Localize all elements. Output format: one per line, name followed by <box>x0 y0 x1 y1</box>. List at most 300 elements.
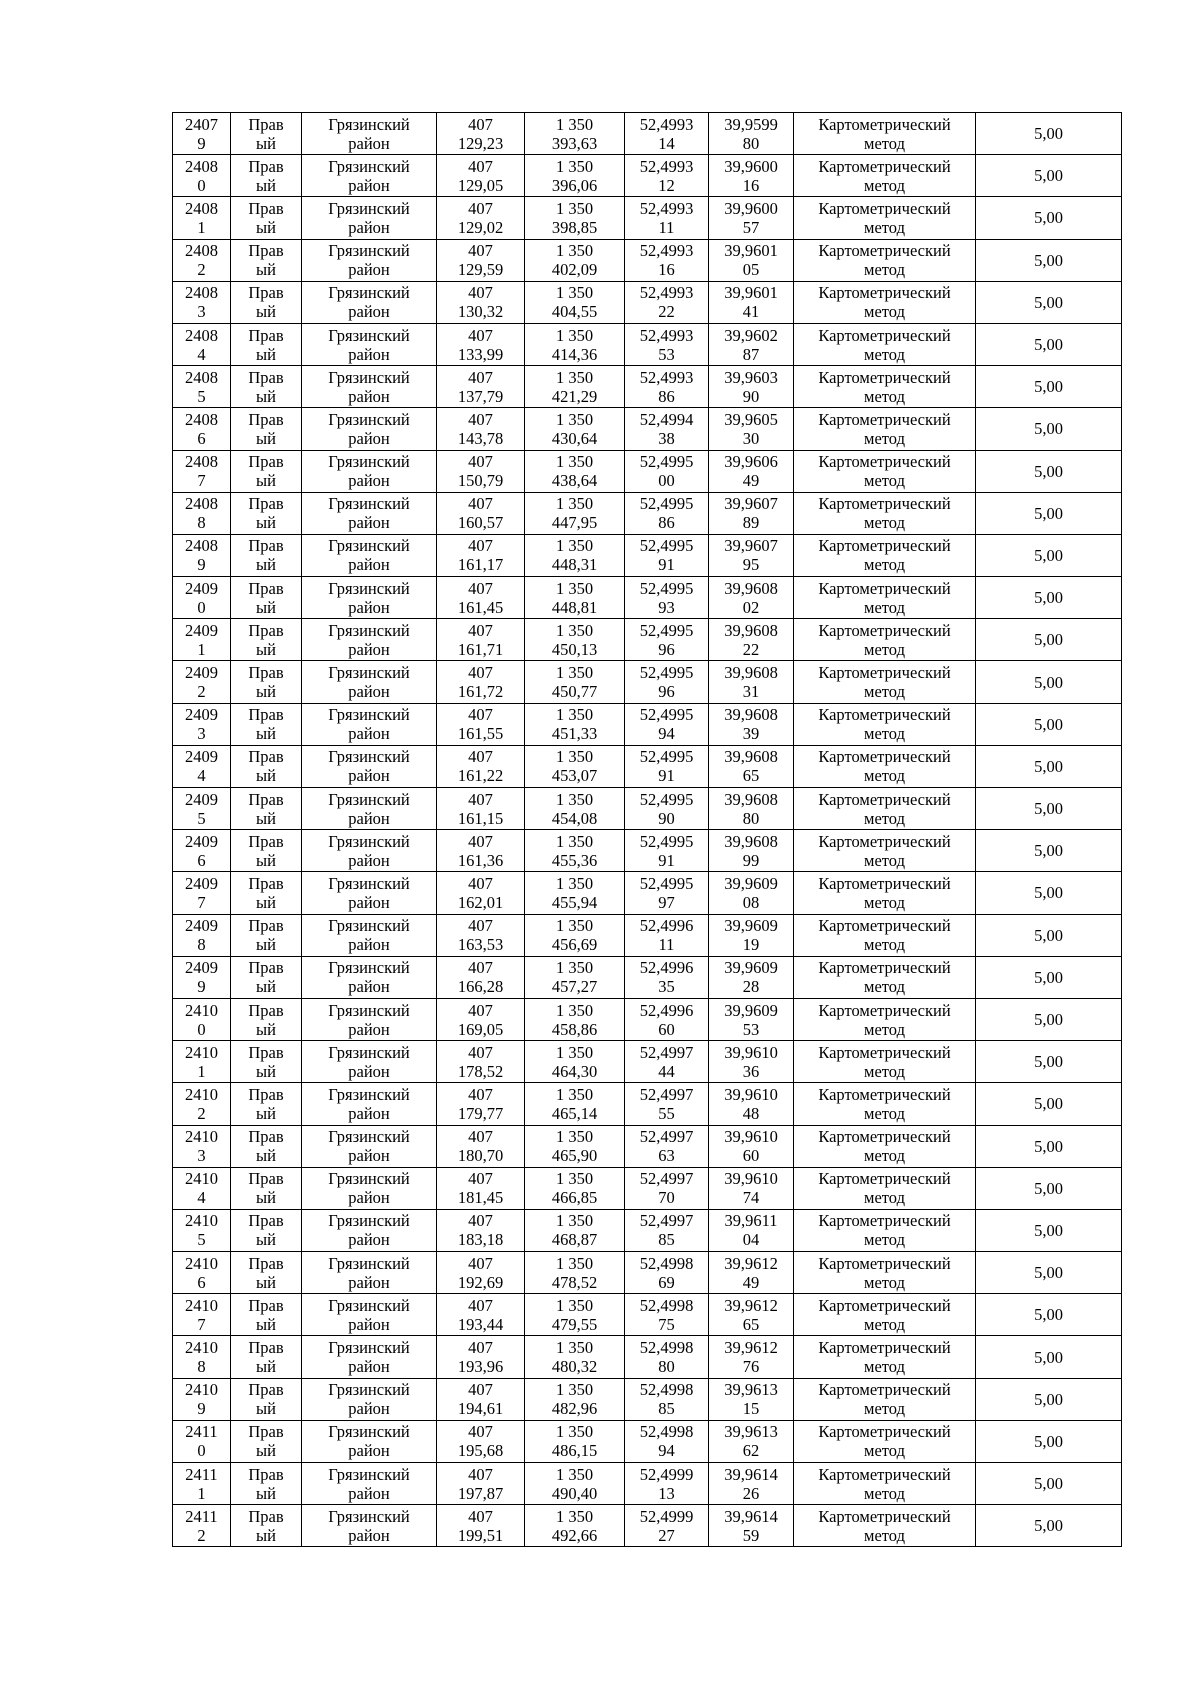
table-row <box>173 492 1122 534</box>
point-number-cell-line-2: 7 <box>197 471 206 491</box>
bank-side-cell <box>231 872 302 914</box>
district-cell <box>302 155 437 197</box>
x-coordinate-cell <box>437 703 525 745</box>
district-cell-line-2: район <box>348 892 390 912</box>
point-number-cell-line-2: 3 <box>197 724 206 744</box>
y-coordinate-cell <box>525 197 625 239</box>
longitude-cell-line-2: 36 <box>742 1061 760 1081</box>
point-number-cell-line-1: 2410 <box>185 1338 218 1358</box>
y-coordinate-cell-line-1: 1 350 <box>555 705 594 725</box>
point-number-cell <box>173 534 231 576</box>
latitude-cell-line-1: 52,4997 <box>639 1042 694 1062</box>
point-number-cell <box>173 239 231 281</box>
longitude-cell <box>709 703 794 745</box>
district-cell-line-1: Грязинский <box>328 241 410 261</box>
method-cell-line-2: метод <box>864 1188 905 1208</box>
latitude-cell-line-1: 52,4997 <box>639 1169 694 1189</box>
district-cell <box>302 281 437 323</box>
district-cell-line-2: район <box>348 260 390 280</box>
y-coordinate-cell-line-1: 1 350 <box>555 1169 594 1189</box>
y-coordinate-cell-line-2: 430,64 <box>551 428 598 448</box>
method-cell-line-2: метод <box>864 850 905 870</box>
y-coordinate-cell <box>525 1252 625 1294</box>
x-coordinate-cell-line-2: 129,05 <box>457 175 504 195</box>
x-coordinate-cell-line-1: 407 <box>468 1042 493 1062</box>
x-coordinate-cell-line-1: 407 <box>468 1295 493 1315</box>
method-cell-line-1: Картометрический <box>818 536 951 556</box>
latitude-cell-line-1: 52,4998 <box>639 1338 694 1358</box>
district-cell-line-2: район <box>348 428 390 448</box>
bank-side-cell <box>231 366 302 408</box>
district-cell <box>302 113 437 155</box>
latitude-cell-line-2: 55 <box>658 1103 675 1123</box>
district-cell <box>302 1125 437 1167</box>
x-coordinate-cell <box>437 281 525 323</box>
x-coordinate-cell-line-1: 407 <box>468 1127 493 1147</box>
y-coordinate-cell-line-2: 464,30 <box>551 1061 598 1081</box>
accuracy-cell: 5,00 <box>976 998 1122 1040</box>
method-cell <box>794 998 976 1040</box>
x-coordinate-cell-line-1: 407 <box>468 789 493 809</box>
district-cell <box>302 408 437 450</box>
point-number-cell <box>173 155 231 197</box>
point-number-cell <box>173 1294 231 1336</box>
y-coordinate-cell-line-1: 1 350 <box>555 1042 594 1062</box>
x-coordinate-cell <box>437 1252 525 1294</box>
bank-side-cell-line-2: ый <box>256 977 276 997</box>
method-cell <box>794 1041 976 1083</box>
longitude-cell-line-2: 95 <box>742 555 760 575</box>
longitude-cell-line-2: 87 <box>742 344 760 364</box>
x-coordinate-cell-line-2: 161,36 <box>457 850 504 870</box>
district-cell-line-1: Грязинский <box>328 1000 410 1020</box>
y-coordinate-cell-line-1: 1 350 <box>555 789 594 809</box>
longitude-cell-line-2: 60 <box>742 1146 760 1166</box>
district-cell-line-1: Грязинский <box>328 283 410 303</box>
district-cell-line-1: Грязинский <box>328 367 410 387</box>
x-coordinate-cell <box>437 113 525 155</box>
x-coordinate-cell-line-2: 161,71 <box>457 639 504 659</box>
district-cell-line-2: район <box>348 555 390 575</box>
district-cell-line-2: район <box>348 175 390 195</box>
district-cell-line-1: Грязинский <box>328 1338 410 1358</box>
latitude-cell-line-2: 85 <box>658 1399 675 1419</box>
y-coordinate-cell-line-1: 1 350 <box>555 325 594 345</box>
bank-side-cell-line-1: Прав <box>248 958 284 978</box>
y-coordinate-cell <box>525 1209 625 1251</box>
longitude-cell-line-2: 39 <box>742 724 760 744</box>
bank-side-cell-line-1: Прав <box>248 1084 284 1104</box>
bank-side-cell-line-2: ый <box>256 1399 276 1419</box>
bank-side-cell <box>231 408 302 450</box>
latitude-cell-line-1: 52,4998 <box>639 1422 694 1442</box>
latitude-cell-line-1: 52,4995 <box>639 831 694 851</box>
x-coordinate-cell-line-1: 407 <box>468 1422 493 1442</box>
latitude-cell <box>625 1336 709 1378</box>
point-number-cell-line-1: 2410 <box>185 1042 218 1062</box>
point-number-cell-line-1: 2410 <box>185 1084 218 1104</box>
method-cell-line-2: метод <box>864 428 905 448</box>
y-coordinate-cell-line-1: 1 350 <box>555 578 594 598</box>
x-coordinate-cell-line-1: 407 <box>468 114 493 134</box>
bank-side-cell-line-1: Прав <box>248 705 284 725</box>
y-coordinate-cell <box>525 1420 625 1462</box>
bank-side-cell-line-2: ый <box>256 1230 276 1250</box>
x-coordinate-cell-line-2: 143,78 <box>457 428 504 448</box>
longitude-cell-line-1: 39,9608 <box>724 663 778 683</box>
x-coordinate-cell <box>437 1420 525 1462</box>
bank-side-cell-line-1: Прав <box>248 1464 284 1484</box>
latitude-cell-line-2: 93 <box>658 597 675 617</box>
method-cell-line-1: Картометрический <box>818 1253 951 1273</box>
longitude-cell-line-1: 39,9601 <box>724 283 778 303</box>
point-number-cell-line-1: 2409 <box>185 789 218 809</box>
x-coordinate-cell-line-2: 193,96 <box>457 1357 504 1377</box>
y-coordinate-cell <box>525 1167 625 1209</box>
latitude-cell-line-2: 91 <box>658 850 675 870</box>
y-coordinate-cell-line-1: 1 350 <box>555 620 594 640</box>
point-number-cell-line-1: 2410 <box>185 1000 218 1020</box>
district-cell-line-2: район <box>348 724 390 744</box>
x-coordinate-cell <box>437 661 525 703</box>
bank-side-cell <box>231 788 302 830</box>
district-cell-line-2: район <box>348 682 390 702</box>
table-row <box>173 366 1122 408</box>
method-cell <box>794 1463 976 1505</box>
x-coordinate-cell-line-2: 163,53 <box>457 935 504 955</box>
bank-side-cell <box>231 239 302 281</box>
bank-side-cell-line-2: ый <box>256 850 276 870</box>
table-row <box>173 1041 1122 1083</box>
latitude-cell-line-1: 52,4996 <box>639 916 694 936</box>
accuracy-cell: 5,00 <box>976 830 1122 872</box>
district-cell <box>302 872 437 914</box>
method-cell-line-2: метод <box>864 977 905 997</box>
bank-side-cell <box>231 492 302 534</box>
latitude-cell <box>625 366 709 408</box>
method-cell-line-1: Картометрический <box>818 1042 951 1062</box>
latitude-cell-line-2: 53 <box>658 344 675 364</box>
district-cell-line-1: Грязинский <box>328 1506 410 1526</box>
bank-side-cell <box>231 323 302 365</box>
method-cell-line-2: метод <box>864 1483 905 1503</box>
y-coordinate-cell <box>525 239 625 281</box>
y-coordinate-cell <box>525 745 625 787</box>
latitude-cell-line-1: 52,4995 <box>639 452 694 472</box>
latitude-cell <box>625 1083 709 1125</box>
method-cell <box>794 830 976 872</box>
y-coordinate-cell-line-2: 438,64 <box>551 471 598 491</box>
x-coordinate-cell-line-1: 407 <box>468 283 493 303</box>
longitude-cell-line-1: 39,9609 <box>724 873 778 893</box>
longitude-cell <box>709 619 794 661</box>
district-cell-line-2: район <box>348 935 390 955</box>
point-number-cell-line-2: 7 <box>197 1314 206 1334</box>
x-coordinate-cell-line-1: 407 <box>468 452 493 472</box>
method-cell-line-1: Картометрический <box>818 705 951 725</box>
method-cell-line-2: метод <box>864 555 905 575</box>
x-coordinate-cell <box>437 1125 525 1167</box>
x-coordinate-cell-line-1: 407 <box>468 156 493 176</box>
y-coordinate-cell-line-2: 465,14 <box>551 1103 598 1123</box>
point-number-cell-line-1: 2408 <box>185 452 218 472</box>
method-cell-line-2: метод <box>864 1525 905 1545</box>
point-number-cell-line-2: 4 <box>197 344 206 364</box>
x-coordinate-cell-line-1: 407 <box>468 1338 493 1358</box>
method-cell-line-2: метод <box>864 1314 905 1334</box>
longitude-cell <box>709 1125 794 1167</box>
bank-side-cell-line-2: ый <box>256 682 276 702</box>
longitude-cell <box>709 1294 794 1336</box>
method-cell-line-1: Картометрический <box>818 1127 951 1147</box>
longitude-cell <box>709 1167 794 1209</box>
accuracy-cell: 5,00 <box>976 577 1122 619</box>
longitude-cell <box>709 998 794 1040</box>
latitude-cell <box>625 788 709 830</box>
method-cell-line-2: метод <box>864 1061 905 1081</box>
y-coordinate-cell-line-2: 414,36 <box>551 344 598 364</box>
x-coordinate-cell-line-2: 161,15 <box>457 808 504 828</box>
x-coordinate-cell <box>437 1041 525 1083</box>
longitude-cell-line-1: 39,9608 <box>724 747 778 767</box>
bank-side-cell <box>231 577 302 619</box>
district-cell-line-2: район <box>348 1441 390 1461</box>
point-number-cell <box>173 450 231 492</box>
district-cell-line-1: Грязинский <box>328 198 410 218</box>
latitude-cell-line-2: 70 <box>658 1188 675 1208</box>
district-cell <box>302 450 437 492</box>
table-row <box>173 1252 1122 1294</box>
x-coordinate-cell-line-1: 407 <box>468 1380 493 1400</box>
point-number-cell <box>173 661 231 703</box>
method-cell <box>794 745 976 787</box>
point-number-cell-line-2: 6 <box>197 1272 206 1292</box>
point-number-cell-line-1: 2409 <box>185 705 218 725</box>
y-coordinate-cell-line-1: 1 350 <box>555 1127 594 1147</box>
longitude-cell-line-2: 74 <box>742 1188 760 1208</box>
x-coordinate-cell <box>437 1336 525 1378</box>
longitude-cell-line-2: 19 <box>742 935 760 955</box>
method-cell-line-1: Картометрический <box>818 283 951 303</box>
y-coordinate-cell-line-1: 1 350 <box>555 1000 594 1020</box>
latitude-cell-line-2: 86 <box>658 513 675 533</box>
x-coordinate-cell-line-2: 181,45 <box>457 1188 504 1208</box>
latitude-cell <box>625 1209 709 1251</box>
longitude-cell-line-1: 39,9608 <box>724 705 778 725</box>
longitude-cell <box>709 914 794 956</box>
method-cell-line-1: Картометрический <box>818 1084 951 1104</box>
district-cell <box>302 703 437 745</box>
district-cell-line-2: район <box>348 639 390 659</box>
x-coordinate-cell-line-2: 161,72 <box>457 682 504 702</box>
y-coordinate-cell-line-1: 1 350 <box>555 1464 594 1484</box>
table-row <box>173 1336 1122 1378</box>
latitude-cell-line-2: 69 <box>658 1272 675 1292</box>
y-coordinate-cell <box>525 703 625 745</box>
longitude-cell-line-2: 31 <box>742 682 760 702</box>
point-number-cell <box>173 619 231 661</box>
district-cell-line-1: Грязинский <box>328 620 410 640</box>
latitude-cell-line-1: 52,4993 <box>639 367 694 387</box>
x-coordinate-cell-line-1: 407 <box>468 1000 493 1020</box>
longitude-cell-line-2: 15 <box>742 1399 760 1419</box>
table-row <box>173 1420 1122 1462</box>
y-coordinate-cell <box>525 1294 625 1336</box>
longitude-cell <box>709 155 794 197</box>
point-number-cell-line-1: 2410 <box>185 1211 218 1231</box>
longitude-cell-line-1: 39,9609 <box>724 958 778 978</box>
latitude-cell-line-1: 52,4997 <box>639 1211 694 1231</box>
x-coordinate-cell-line-1: 407 <box>468 198 493 218</box>
latitude-cell-line-1: 52,4996 <box>639 1000 694 1020</box>
method-cell <box>794 577 976 619</box>
longitude-cell-line-2: 08 <box>742 892 760 912</box>
bank-side-cell-line-1: Прав <box>248 156 284 176</box>
point-number-cell-line-2: 0 <box>197 175 206 195</box>
y-coordinate-cell <box>525 788 625 830</box>
latitude-cell <box>625 914 709 956</box>
district-cell-line-2: район <box>348 597 390 617</box>
method-cell-line-1: Картометрический <box>818 409 951 429</box>
method-cell-line-1: Картометрический <box>818 198 951 218</box>
point-number-cell <box>173 1083 231 1125</box>
longitude-cell-line-2: 26 <box>742 1483 760 1503</box>
bank-side-cell-line-1: Прав <box>248 747 284 767</box>
y-coordinate-cell-line-2: 393,63 <box>551 133 598 153</box>
y-coordinate-cell-line-1: 1 350 <box>555 1380 594 1400</box>
table-row <box>173 914 1122 956</box>
accuracy-cell: 5,00 <box>976 239 1122 281</box>
x-coordinate-cell-line-1: 407 <box>468 705 493 725</box>
method-cell <box>794 661 976 703</box>
y-coordinate-cell <box>525 1083 625 1125</box>
latitude-cell <box>625 1125 709 1167</box>
x-coordinate-cell-line-1: 407 <box>468 536 493 556</box>
longitude-cell-line-2: 16 <box>742 175 760 195</box>
longitude-cell-line-2: 62 <box>742 1441 760 1461</box>
x-coordinate-cell-line-1: 407 <box>468 1506 493 1526</box>
bank-side-cell-line-1: Прав <box>248 1000 284 1020</box>
point-number-cell-line-1: 2410 <box>185 1253 218 1273</box>
bank-side-cell <box>231 1294 302 1336</box>
method-cell-line-1: Картометрический <box>818 789 951 809</box>
point-number-cell-line-1: 2410 <box>185 1169 218 1189</box>
district-cell-line-2: район <box>348 1146 390 1166</box>
method-cell-line-2: метод <box>864 175 905 195</box>
accuracy-cell: 5,00 <box>976 872 1122 914</box>
method-cell-line-2: метод <box>864 133 905 153</box>
point-number-cell-line-1: 2409 <box>185 747 218 767</box>
x-coordinate-cell-line-2: 199,51 <box>457 1525 504 1545</box>
table-row <box>173 1209 1122 1251</box>
table-row <box>173 197 1122 239</box>
longitude-cell-line-1: 39,9608 <box>724 789 778 809</box>
bank-side-cell-line-2: ый <box>256 175 276 195</box>
bank-side-cell-line-1: Прав <box>248 1380 284 1400</box>
accuracy-cell: 5,00 <box>976 1420 1122 1462</box>
latitude-cell-line-2: 11 <box>658 217 675 237</box>
accuracy-cell: 5,00 <box>976 113 1122 155</box>
y-coordinate-cell-line-2: 458,86 <box>551 1019 598 1039</box>
longitude-cell-line-1: 39,9614 <box>724 1506 778 1526</box>
y-coordinate-cell <box>525 1041 625 1083</box>
district-cell <box>302 197 437 239</box>
x-coordinate-cell-line-2: 161,17 <box>457 555 504 575</box>
latitude-cell-line-2: 13 <box>658 1483 675 1503</box>
point-number-cell-line-2: 1 <box>197 639 206 659</box>
latitude-cell <box>625 1167 709 1209</box>
bank-side-cell <box>231 1209 302 1251</box>
latitude-cell <box>625 1294 709 1336</box>
point-number-cell <box>173 914 231 956</box>
x-coordinate-cell-line-1: 407 <box>468 409 493 429</box>
point-number-cell-line-1: 2410 <box>185 1380 218 1400</box>
latitude-cell-line-1: 52,4994 <box>639 409 694 429</box>
district-cell <box>302 366 437 408</box>
bank-side-cell-line-2: ый <box>256 386 276 406</box>
latitude-cell-line-2: 16 <box>658 260 675 280</box>
point-number-cell-line-2: 7 <box>197 892 206 912</box>
y-coordinate-cell-line-2: 466,85 <box>551 1188 598 1208</box>
y-coordinate-cell-line-2: 486,15 <box>551 1441 598 1461</box>
y-coordinate-cell-line-1: 1 350 <box>555 283 594 303</box>
x-coordinate-cell <box>437 1463 525 1505</box>
point-number-cell <box>173 745 231 787</box>
latitude-cell <box>625 1041 709 1083</box>
method-cell <box>794 914 976 956</box>
bank-side-cell-line-2: ый <box>256 1146 276 1166</box>
y-coordinate-cell <box>525 1378 625 1420</box>
y-coordinate-cell <box>525 323 625 365</box>
longitude-cell <box>709 1463 794 1505</box>
method-cell-line-1: Картометрический <box>818 916 951 936</box>
y-coordinate-cell-line-1: 1 350 <box>555 114 594 134</box>
longitude-cell-line-1: 39,9612 <box>724 1253 778 1273</box>
bank-side-cell-line-2: ый <box>256 1483 276 1503</box>
point-number-cell <box>173 998 231 1040</box>
point-number-cell <box>173 366 231 408</box>
y-coordinate-cell-line-2: 451,33 <box>551 724 598 744</box>
point-number-cell <box>173 1209 231 1251</box>
longitude-cell-line-1: 39,9609 <box>724 1000 778 1020</box>
point-number-cell-line-1: 2409 <box>185 831 218 851</box>
method-cell <box>794 534 976 576</box>
y-coordinate-cell-line-1: 1 350 <box>555 873 594 893</box>
x-coordinate-cell-line-2: 169,05 <box>457 1019 504 1039</box>
accuracy-cell: 5,00 <box>976 1252 1122 1294</box>
longitude-cell-line-1: 39,9611 <box>724 1211 778 1231</box>
y-coordinate-cell <box>525 155 625 197</box>
x-coordinate-cell-line-1: 407 <box>468 831 493 851</box>
method-cell-line-1: Картометрический <box>818 114 951 134</box>
latitude-cell <box>625 1505 709 1547</box>
bank-side-cell <box>231 1336 302 1378</box>
y-coordinate-cell <box>525 492 625 534</box>
y-coordinate-cell-line-1: 1 350 <box>555 536 594 556</box>
point-number-cell <box>173 113 231 155</box>
district-cell-line-2: район <box>348 808 390 828</box>
longitude-cell-line-1: 39,9605 <box>724 409 778 429</box>
x-coordinate-cell <box>437 830 525 872</box>
y-coordinate-cell-line-1: 1 350 <box>555 831 594 851</box>
point-number-cell <box>173 1378 231 1420</box>
y-coordinate-cell-line-2: 421,29 <box>551 386 598 406</box>
x-coordinate-cell <box>437 239 525 281</box>
latitude-cell-line-1: 52,4995 <box>639 789 694 809</box>
bank-side-cell <box>231 1167 302 1209</box>
latitude-cell-line-2: 91 <box>658 555 675 575</box>
bank-side-cell <box>231 1378 302 1420</box>
